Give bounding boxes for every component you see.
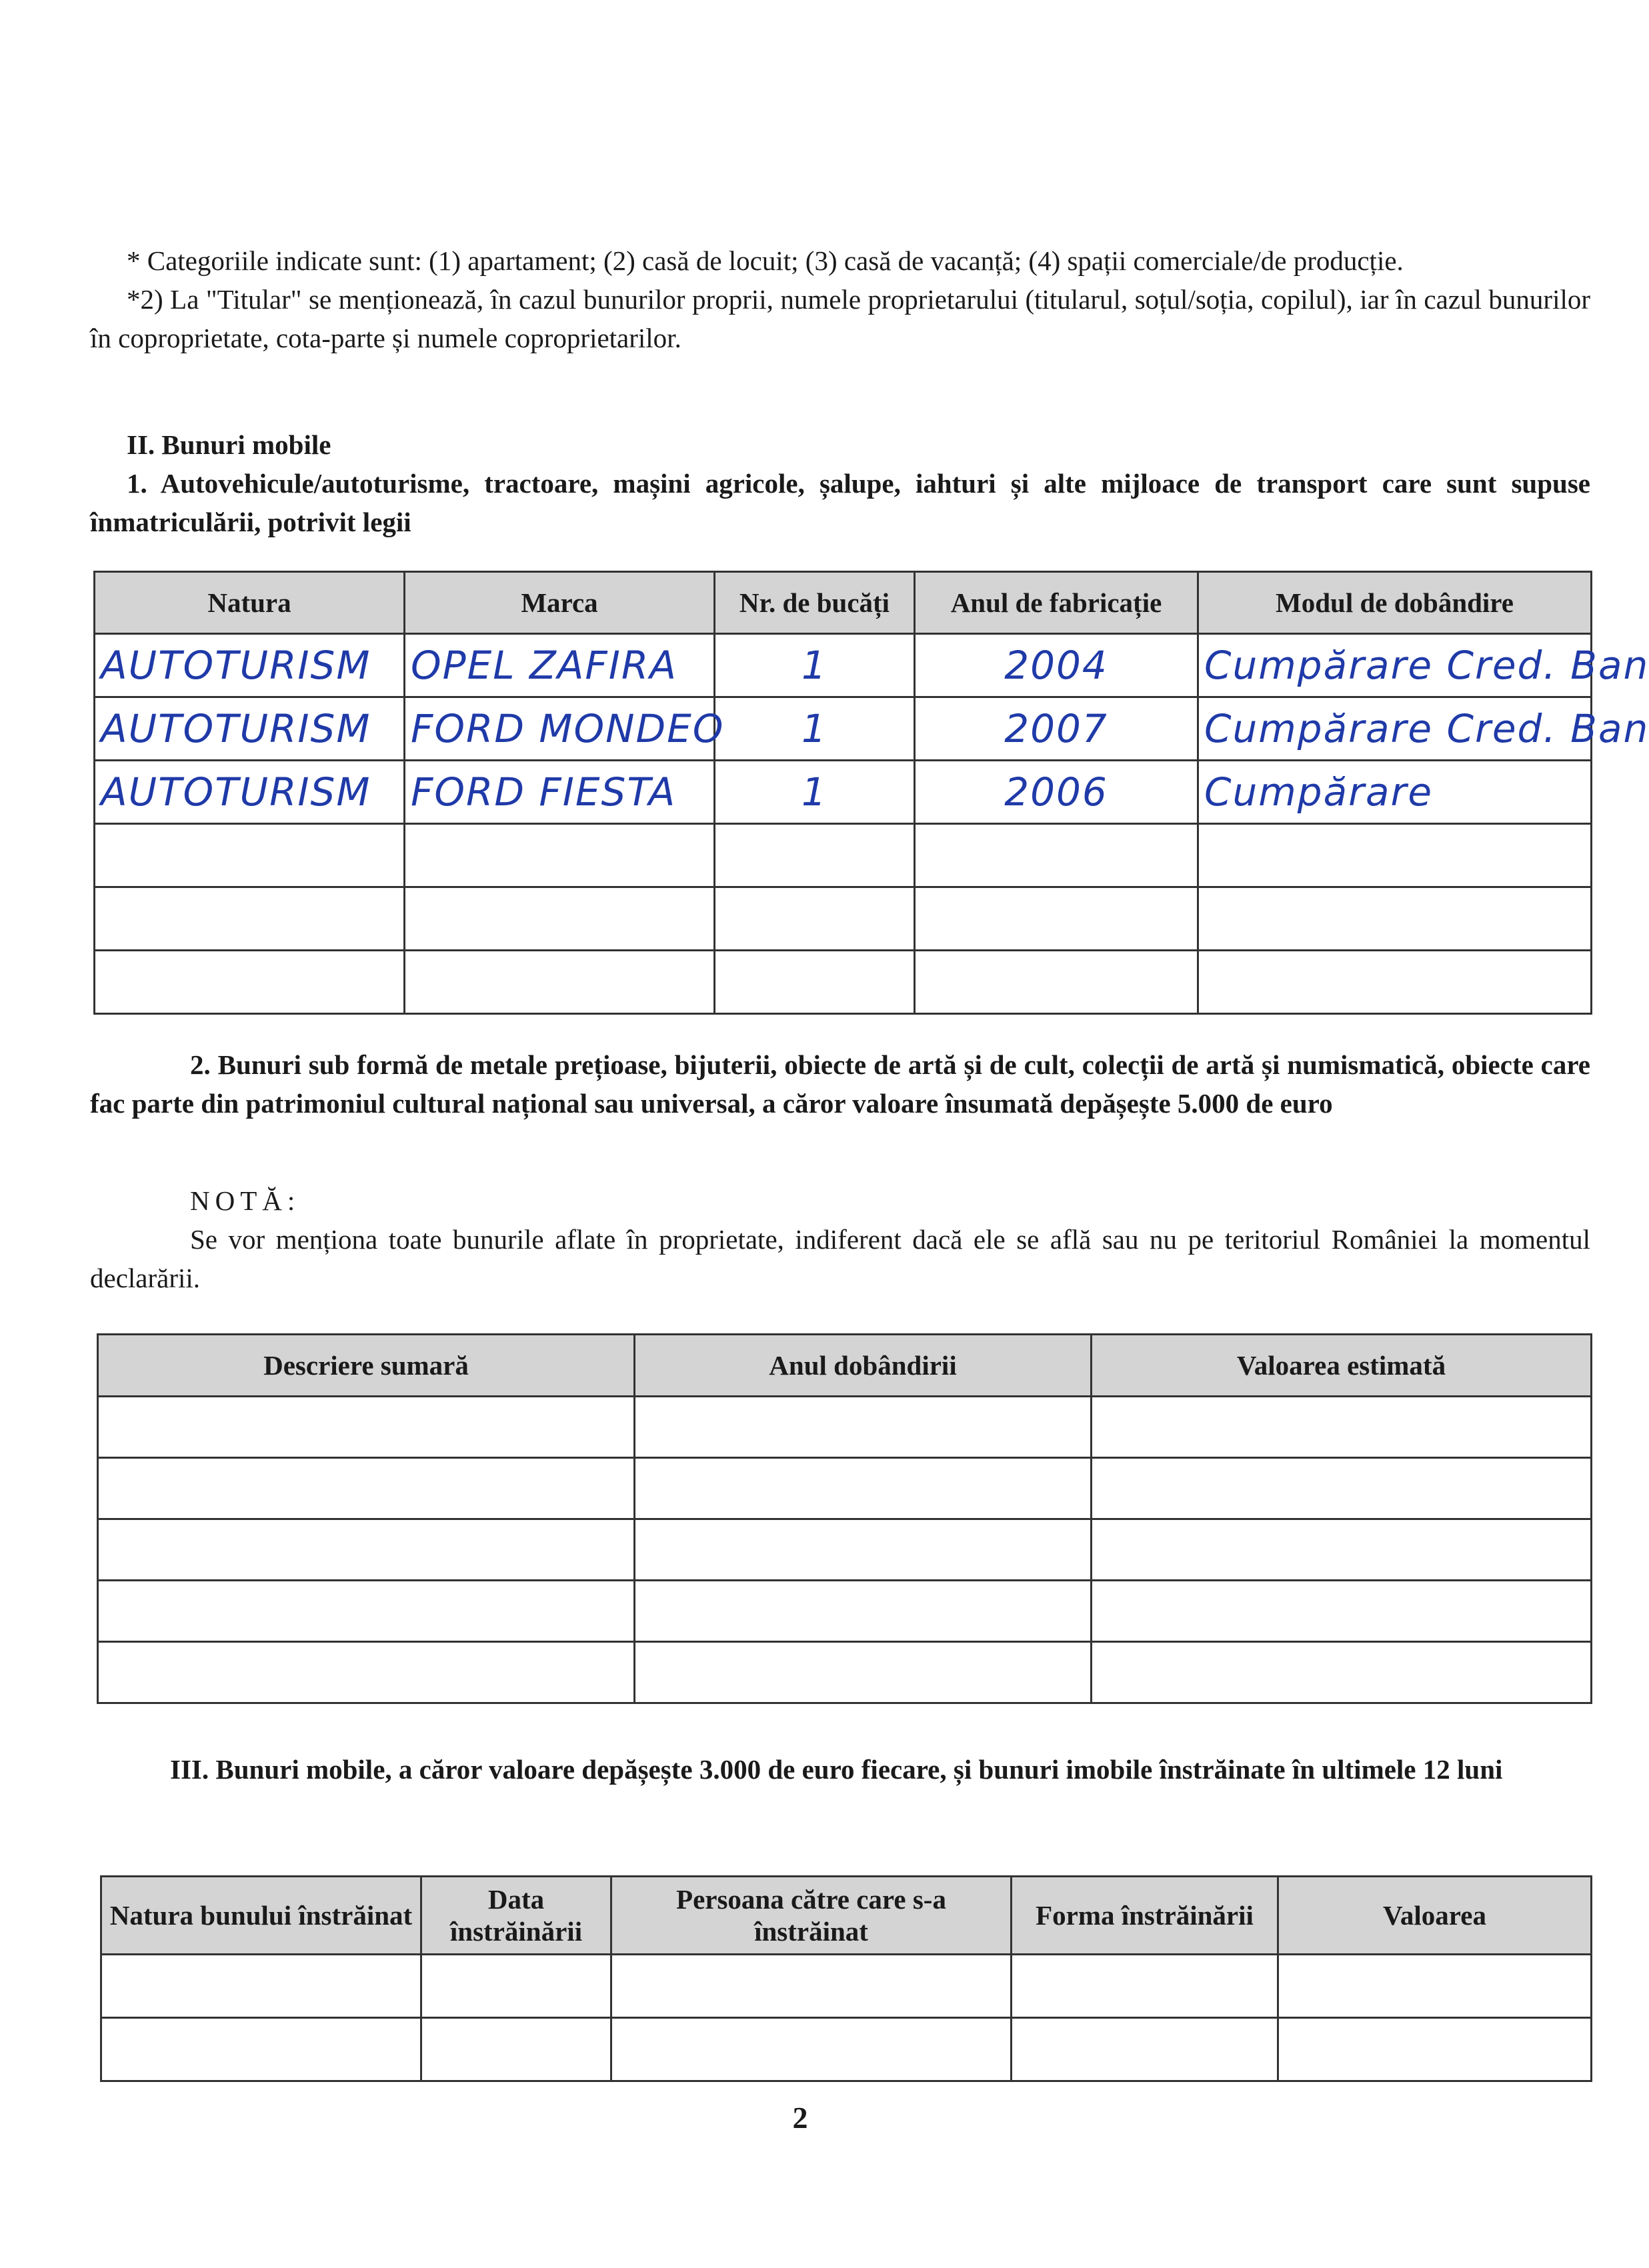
cell-natura: AUTOTURISM <box>95 761 405 824</box>
col-persoana: Persoana către care s-a înstrăinat <box>611 1877 1012 1955</box>
subsection-2-title: 2. Bunuri sub formă de metale prețioase, bijuterii, obiecte de artă și de cult, colecții de artă și numismatică, obiecte care fac parte din patrimoniul cultural național sau universal, a căror valoare însumată depășește 5.000 de euro <box>90 1049 1590 1119</box>
table-row <box>101 1955 1592 2018</box>
cell-empty <box>1198 824 1592 887</box>
cell-empty <box>98 1519 635 1581</box>
cell-empty <box>98 1642 635 1703</box>
alienated-header-row <box>101 1877 1592 1955</box>
cell-empty <box>1198 951 1592 1014</box>
cell-anul: 2007 <box>915 697 1198 761</box>
cell-empty <box>1092 1642 1592 1703</box>
col-valoarea-estimata: Valoarea estimată <box>1092 1335 1592 1397</box>
cell-empty <box>1092 1458 1592 1519</box>
vehicles-table <box>93 571 1649 1015</box>
cell-nr: 1 <box>715 634 915 697</box>
cell-empty <box>1278 1955 1592 2018</box>
cell-empty <box>715 824 915 887</box>
table-row <box>98 1519 1592 1581</box>
cell-empty <box>915 824 1198 887</box>
col-marca: Marca <box>405 572 715 634</box>
page-number: 2 <box>792 2101 808 2135</box>
table-row <box>95 887 1592 951</box>
cell-empty <box>1198 887 1592 951</box>
table-row <box>98 1642 1592 1703</box>
cell-empty <box>635 1581 1092 1642</box>
subsection-1-title: 1. Autovehicule/autoturisme, tractoare, mașini agricole, șalupe, iahturi și alte mijloace de transport care sunt supuse înmatriculării, potrivit legii <box>90 468 1590 537</box>
cell-empty <box>405 951 715 1014</box>
cell-empty <box>715 887 915 951</box>
col-natura: Natura <box>95 572 405 634</box>
cell-empty <box>95 951 405 1014</box>
cell-empty <box>635 1642 1092 1703</box>
footnote-categories: * Categoriile indicate sunt: (1) apartament; (2) casă de locuit; (3) casă de vacanță; (4) spații comerciale/de producție. <box>127 245 1404 276</box>
cell-empty <box>405 887 715 951</box>
cell-nr: 1 <box>715 761 915 824</box>
cell-modul: Cumpărare Cred. Ban <box>1198 697 1592 761</box>
cell-marca: FORD MONDEO <box>405 697 715 761</box>
table-row <box>98 1458 1592 1519</box>
cell-empty <box>1092 1519 1592 1581</box>
cell-empty <box>635 1397 1092 1458</box>
cell-empty <box>611 2018 1012 2081</box>
section-ii-heading <box>90 425 1590 541</box>
cell-empty <box>101 2018 421 2081</box>
cell-empty <box>635 1458 1092 1519</box>
vehicles-header-row <box>95 572 1592 634</box>
col-valoarea: Valoarea <box>1278 1877 1592 1955</box>
subsection-2 <box>90 1045 1590 1123</box>
table-row <box>101 2018 1592 2081</box>
cell-empty <box>405 824 715 887</box>
cell-empty <box>1092 1397 1592 1458</box>
cell-anul: 2004 <box>915 634 1198 697</box>
valuables-table <box>97 1333 1592 1704</box>
table-row <box>98 1397 1592 1458</box>
valuables-header-row <box>98 1335 1592 1397</box>
table-row <box>95 634 1592 697</box>
cell-empty <box>715 951 915 1014</box>
nota-label: NOTĂ: <box>190 1185 301 1216</box>
cell-empty <box>1012 1955 1278 2018</box>
cell-empty <box>95 824 405 887</box>
cell-empty <box>98 1581 635 1642</box>
nota-text: Se vor menționa toate bunurile aflate în proprietate, indiferent dacă ele se află sau nu pe teritoriul României la momentul declarării. <box>90 1224 1590 1293</box>
table-row <box>95 761 1592 824</box>
footnotes <box>90 241 1590 357</box>
cell-empty <box>611 1955 1012 2018</box>
cell-empty <box>95 887 405 951</box>
alienated-table <box>100 1875 1592 2082</box>
col-data-instrainarii: Data înstrăinării <box>421 1877 611 1955</box>
cell-anul: 2006 <box>915 761 1198 824</box>
col-forma-instrainarii: Forma înstrăinării <box>1012 1877 1278 1955</box>
cell-natura: AUTOTURISM <box>95 634 405 697</box>
col-nr-bucati: Nr. de bucăți <box>715 572 915 634</box>
cell-empty <box>635 1519 1092 1581</box>
cell-marca: OPEL ZAFIRA <box>405 634 715 697</box>
cell-marca: FORD FIESTA <box>405 761 715 824</box>
col-natura-bunului: Natura bunului înstrăinat <box>101 1877 421 1955</box>
cell-empty <box>915 951 1198 1014</box>
table-row <box>95 824 1592 887</box>
table-row <box>95 951 1592 1014</box>
cell-modul: Cumpărare <box>1198 761 1592 824</box>
cell-empty <box>1092 1581 1592 1642</box>
cell-empty <box>1278 2018 1592 2081</box>
cell-nr: 1 <box>715 697 915 761</box>
nota-block <box>90 1181 1590 1297</box>
section-iii <box>90 1750 1590 1789</box>
col-anul-fabricatie: Anul de fabricație <box>915 572 1198 634</box>
cell-empty <box>421 2018 611 2081</box>
footnote-titular: *2) La "Titular" se menționează, în cazul bunurilor proprii, numele proprietarului (titularul, soțul/soția, copilul), iar în cazul bunurilor în coproprietate, cota-parte și numele coproprietarilor. <box>90 284 1590 353</box>
cell-empty <box>101 1955 421 2018</box>
cell-empty <box>421 1955 611 2018</box>
cell-natura: AUTOTURISM <box>95 697 405 761</box>
cell-empty <box>915 887 1198 951</box>
col-anul-dobandirii: Anul dobândirii <box>635 1335 1092 1397</box>
section-iii-title: III. Bunuri mobile, a căror valoare depășește 3.000 de euro fiecare, și bunuri imobile înstrăinate în ultimele 12 luni <box>170 1754 1503 1785</box>
cell-empty <box>1012 2018 1278 2081</box>
cell-empty <box>98 1397 635 1458</box>
table-row <box>98 1581 1592 1642</box>
col-descriere: Descriere sumară <box>98 1335 635 1397</box>
col-modul-dobandire: Modul de dobândire <box>1198 572 1592 634</box>
cell-modul: Cumpărare Cred. Ban <box>1198 634 1592 697</box>
cell-empty <box>98 1458 635 1519</box>
section-ii-title: II. Bunuri mobile <box>127 429 331 460</box>
table-row <box>95 697 1592 761</box>
